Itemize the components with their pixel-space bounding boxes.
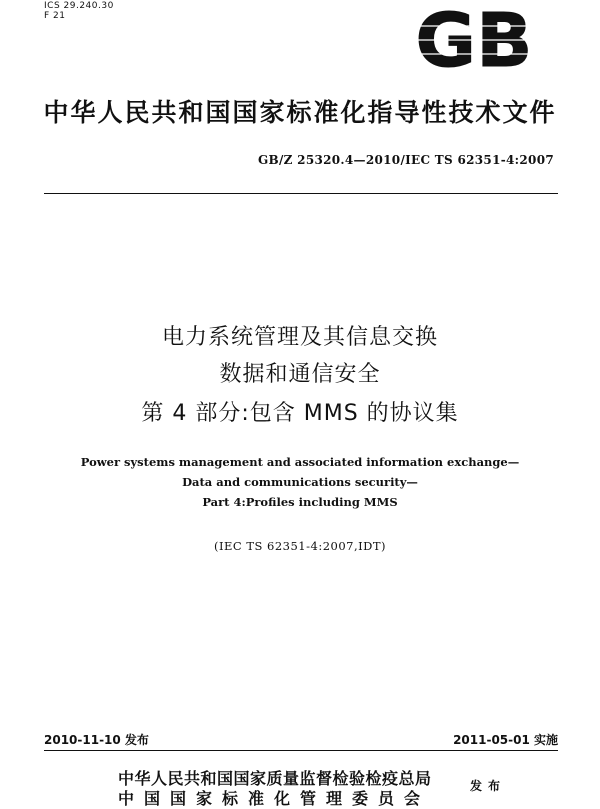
ccs-code: F 21 xyxy=(44,11,66,21)
bottom-divider xyxy=(44,750,558,751)
publish-label: 发布 xyxy=(470,779,507,793)
implementation-date: 2011-05-01 实施 xyxy=(453,733,558,747)
publisher-line1: 中华人民共和国国家质量监督检验检疫总局 xyxy=(118,769,432,788)
title-zh-line1: 电力系统管理及其信息交换 xyxy=(161,325,438,350)
title-en-line1: Power systems management and associated information exchange— xyxy=(80,455,520,469)
top-divider xyxy=(44,193,558,194)
svg-text:GB: GB xyxy=(415,6,533,74)
issue-date: 2010-11-10 发布 xyxy=(44,733,149,747)
title-en-line3: Part 4:Profiles including MMS xyxy=(202,495,398,509)
ics-code: ICS 29.240.30 xyxy=(44,1,114,11)
classification-codes xyxy=(44,1,114,21)
gb-standard-logo-icon xyxy=(414,6,534,74)
title-en-line2: Data and communications security— xyxy=(182,475,418,489)
equivalence-note: (IEC TS 62351-4:2007,IDT) xyxy=(213,539,387,553)
standard-number: GB/Z 25320.4—2010/IEC TS 62351-4:2007 xyxy=(257,153,554,167)
title-zh-line2: 数据和通信安全 xyxy=(219,362,381,387)
publisher-line2: 中国国家标准化管理委员会 xyxy=(118,789,431,808)
title-zh-line3: 第 4 部分:包含 MMS 的协议集 xyxy=(141,401,459,426)
document-type-title: 中华人民共和国国家标准化指导性技术文件 xyxy=(43,98,557,127)
